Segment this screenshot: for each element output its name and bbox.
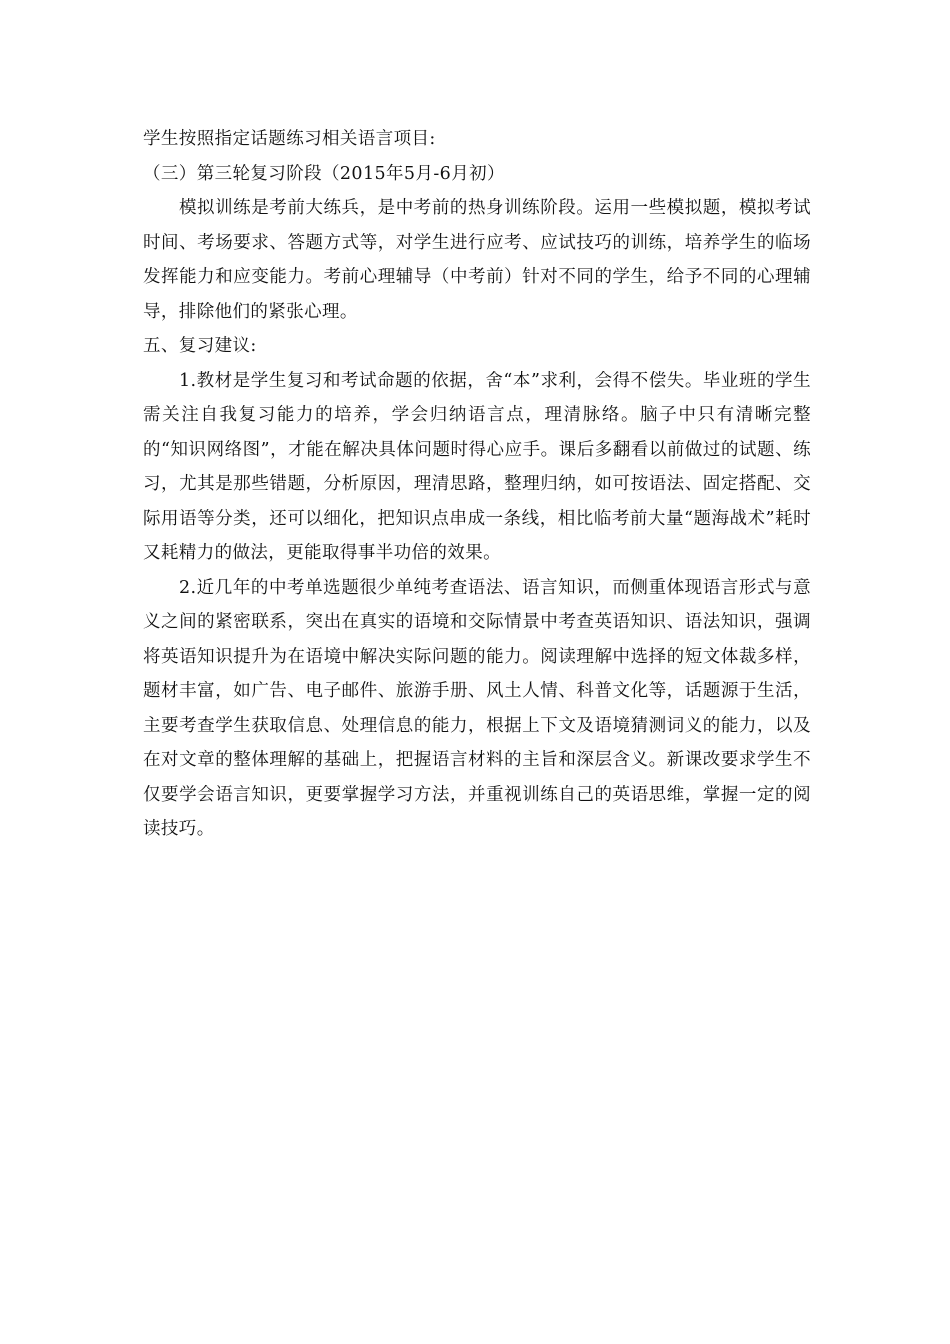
intro-line: 学生按照指定话题练习相关语言项目: bbox=[143, 129, 436, 149]
document-body bbox=[143, 122, 811, 847]
section5-heading: 五、复习建议: bbox=[143, 336, 257, 356]
section3-paragraph: 模拟训练是考前大练兵，是中考前的热身训练阶段。运用一些模拟题，模拟考试时间、考场要求、答题方式等，对学生进行应考、应试技巧的训练，培养学生的临场发挥能力和应变能力。考前心理辅导（中考前）针对不同的学生，给予不同的心理辅导，排除他们的紧张心理。 bbox=[143, 198, 811, 322]
section3-heading: （三）第三轮复习阶段（2015年5月-6月初） bbox=[143, 163, 505, 184]
advice-paragraph-2: 2.近几年的中考单选题很少单纯考查语法、语言知识，而侧重体现语言形式与意义之间的紧密联系，突出在真实的语境和交际情景中考查英语知识、语法知识，强调将英语知识提升为在语境中解决实际问题的能力。阅读理解中选择的短文体裁多样，题材丰富，如广告、电子邮件、旅游手册、风土人情、科普文化等，话题源于生活，主要考查学生获取信息、处理信息的能力，根据上下文及语境猜测词义的能力，以及在对文章的整体理解的基础上，把握语言材料的主旨和深层含义。新课改要求学生不仅要学会语言知识，更要掌握学习方法，并重视训练自己的英语思维，掌握一定的阅读技巧。 bbox=[143, 577, 811, 839]
advice-paragraph-1: 1.教材是学生复习和考试命题的依据，舍“本”求利，会得不偿失。毕业班的学生需关注自我复习能力的培养，学会归纳语言点，理清脉络。脑子中只有清晰完整的“知识网络图”，才能在解决具体问题时得心应手。课后多翻看以前做过的试题、练习，尤其是那些错题，分析原因，理清思路，整理归纳，如可按语法、固定搭配、交际用语等分类，还可以细化，把知识点串成一条线，相比临考前大量“题海战术”耗时又耗精力的做法，更能取得事半功倍的效果。 bbox=[143, 370, 811, 563]
